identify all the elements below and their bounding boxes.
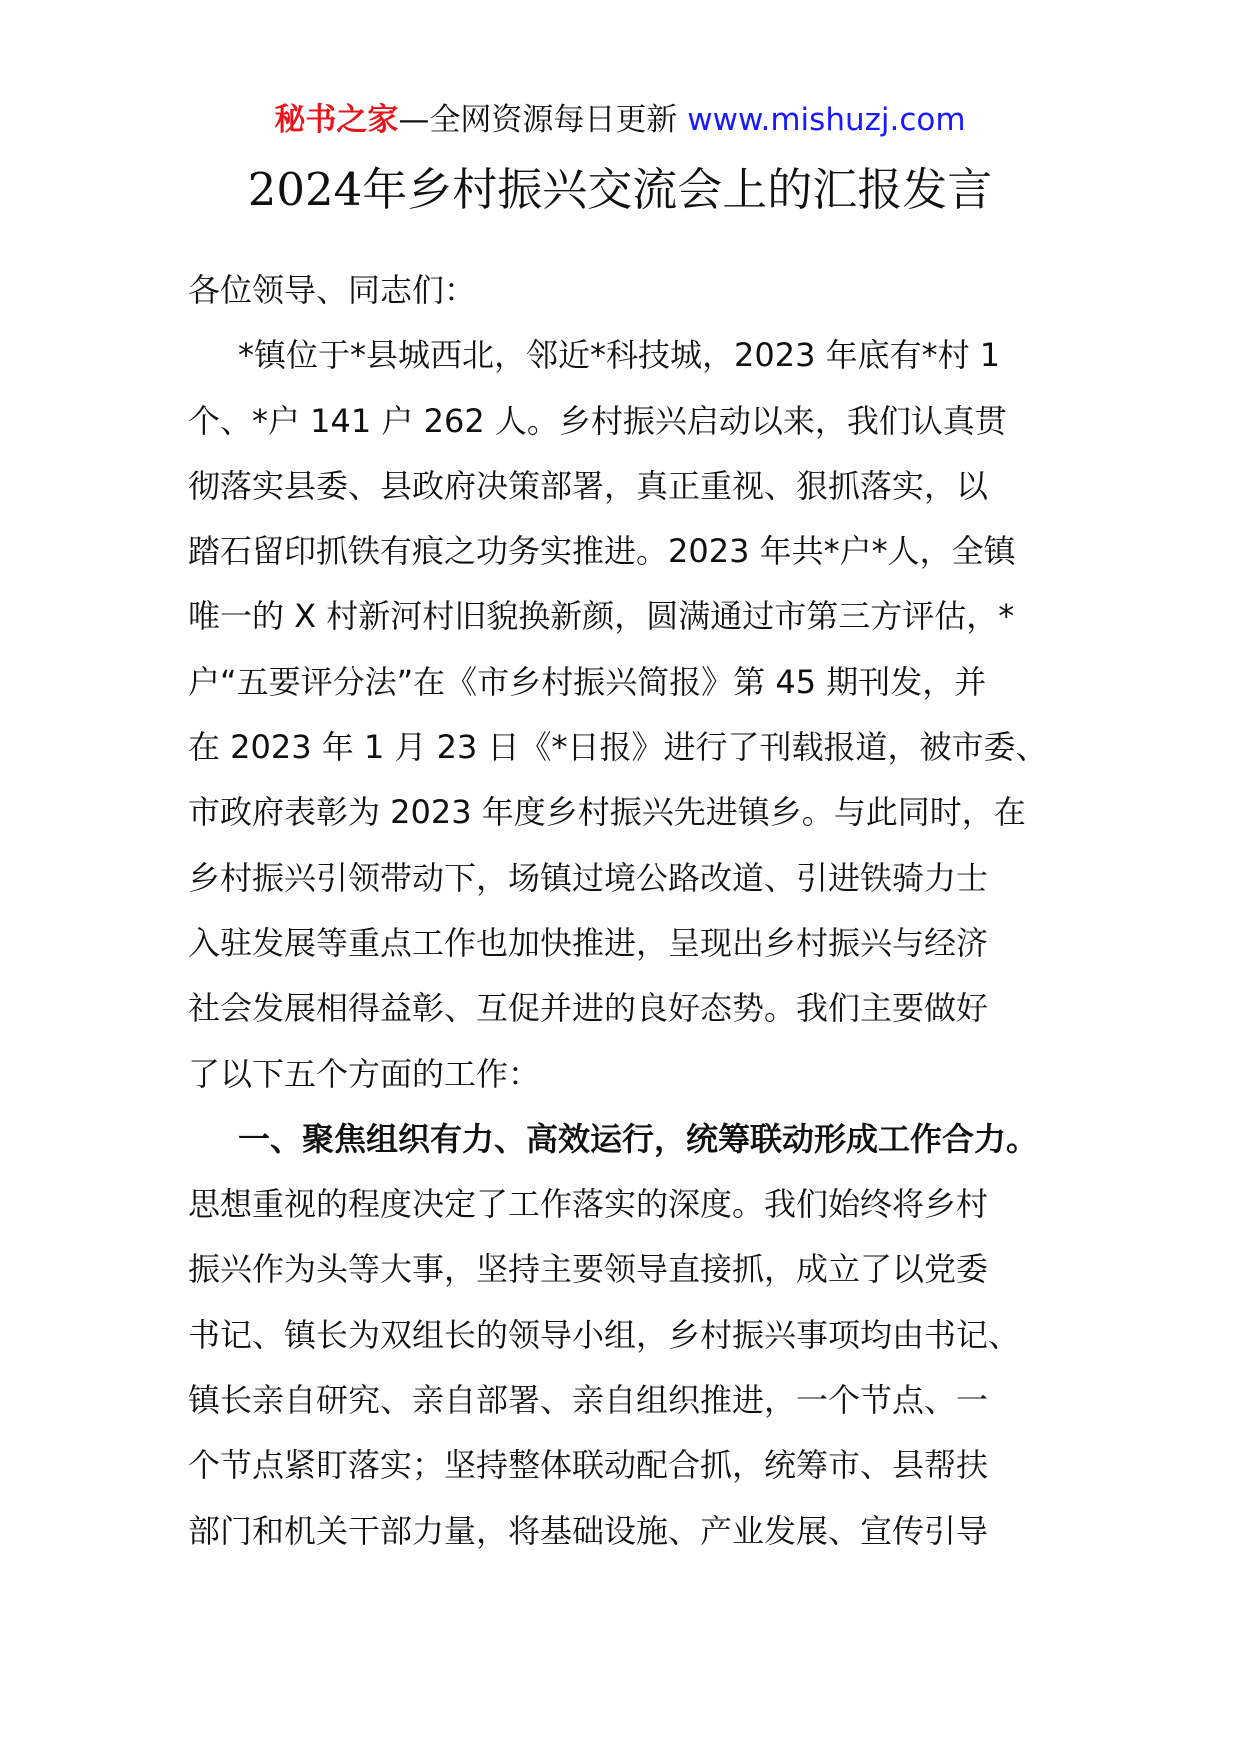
- paragraph-line: 踏石留印抓铁有痕之功务实推进。2023 年共*户*人，全镇: [188, 532, 1016, 571]
- paragraph-line: 思想重视的程度决定了工作落实的深度。我们始终将乡村: [188, 1185, 989, 1224]
- document-title: [0, 158, 1240, 222]
- paragraph-line: 部门和机关干部力量，将基础设施、产业发展、宣传引导: [188, 1511, 989, 1550]
- paragraph-line: 入驻发展等重点工作也加快推进，呈现出乡村振兴与经济: [188, 923, 989, 962]
- paragraph-line: 个、*户 141 户 262 人。乡村振兴启动以来，我们认真贯: [188, 401, 1007, 440]
- section-heading: 一、聚焦组织有力、高效运行，统筹联动形成工作合力。: [238, 1119, 1039, 1158]
- paragraph-line: 在 2023 年 1 月 23 日《*日报》进行了刊载报道，被市委、: [188, 728, 1048, 767]
- paragraph-line: 乡村振兴引领带动下，场镇过境公路改道、引进铁骑力士: [188, 858, 989, 897]
- paragraph-line: 了以下五个方面的工作：: [188, 1054, 541, 1093]
- paragraph-line: 书记、镇长为双组长的领导小组，乡村振兴事项均由书记、: [188, 1315, 1021, 1354]
- paragraph-line: *镇位于*县城西北，邻近*科技城，2023 年底有*村 1: [238, 336, 1001, 375]
- paragraph-line: 市政府表彰为 2023 年度乡村振兴先进镇乡。与此同时，在: [188, 793, 1026, 832]
- title-year: 2024: [247, 163, 363, 216]
- paragraph-line: 社会发展相得益彰、互促并进的良好态势。我们主要做好: [188, 989, 989, 1028]
- header-tagline: —全网资源每日更新: [398, 102, 688, 138]
- site-header: [0, 98, 1240, 142]
- brand-name: 秘书之家: [274, 102, 399, 138]
- site-url-link[interactable]: www.mishuzj.com: [687, 102, 966, 138]
- paragraph-line: 个节点紧盯落实；坚持整体联动配合抓，统筹市、县帮扶: [188, 1446, 989, 1485]
- paragraph-line: 镇长亲自研究、亲自部署、亲自组织推进，一个节点、一: [188, 1381, 989, 1420]
- paragraph-line: 唯一的 X 村新河村旧貌换新颜，圆满通过市第三方评估，*: [188, 597, 1015, 636]
- document-body: [188, 258, 1068, 1564]
- title-text: 年乡村振兴交流会上的汇报发言: [362, 163, 993, 216]
- paragraph-line: 彻落实县委、县政府决策部署，真正重视、狠抓落实，以: [188, 466, 989, 505]
- salutation: 各位领导、同志们：: [188, 271, 477, 309]
- paragraph-line: 振兴作为头等大事，坚持主要领导直接抓，成立了以党委: [188, 1250, 989, 1289]
- paragraph-line: 户“五要评分法”在《市乡村振兴简报》第 45 期刊发，并: [188, 662, 987, 701]
